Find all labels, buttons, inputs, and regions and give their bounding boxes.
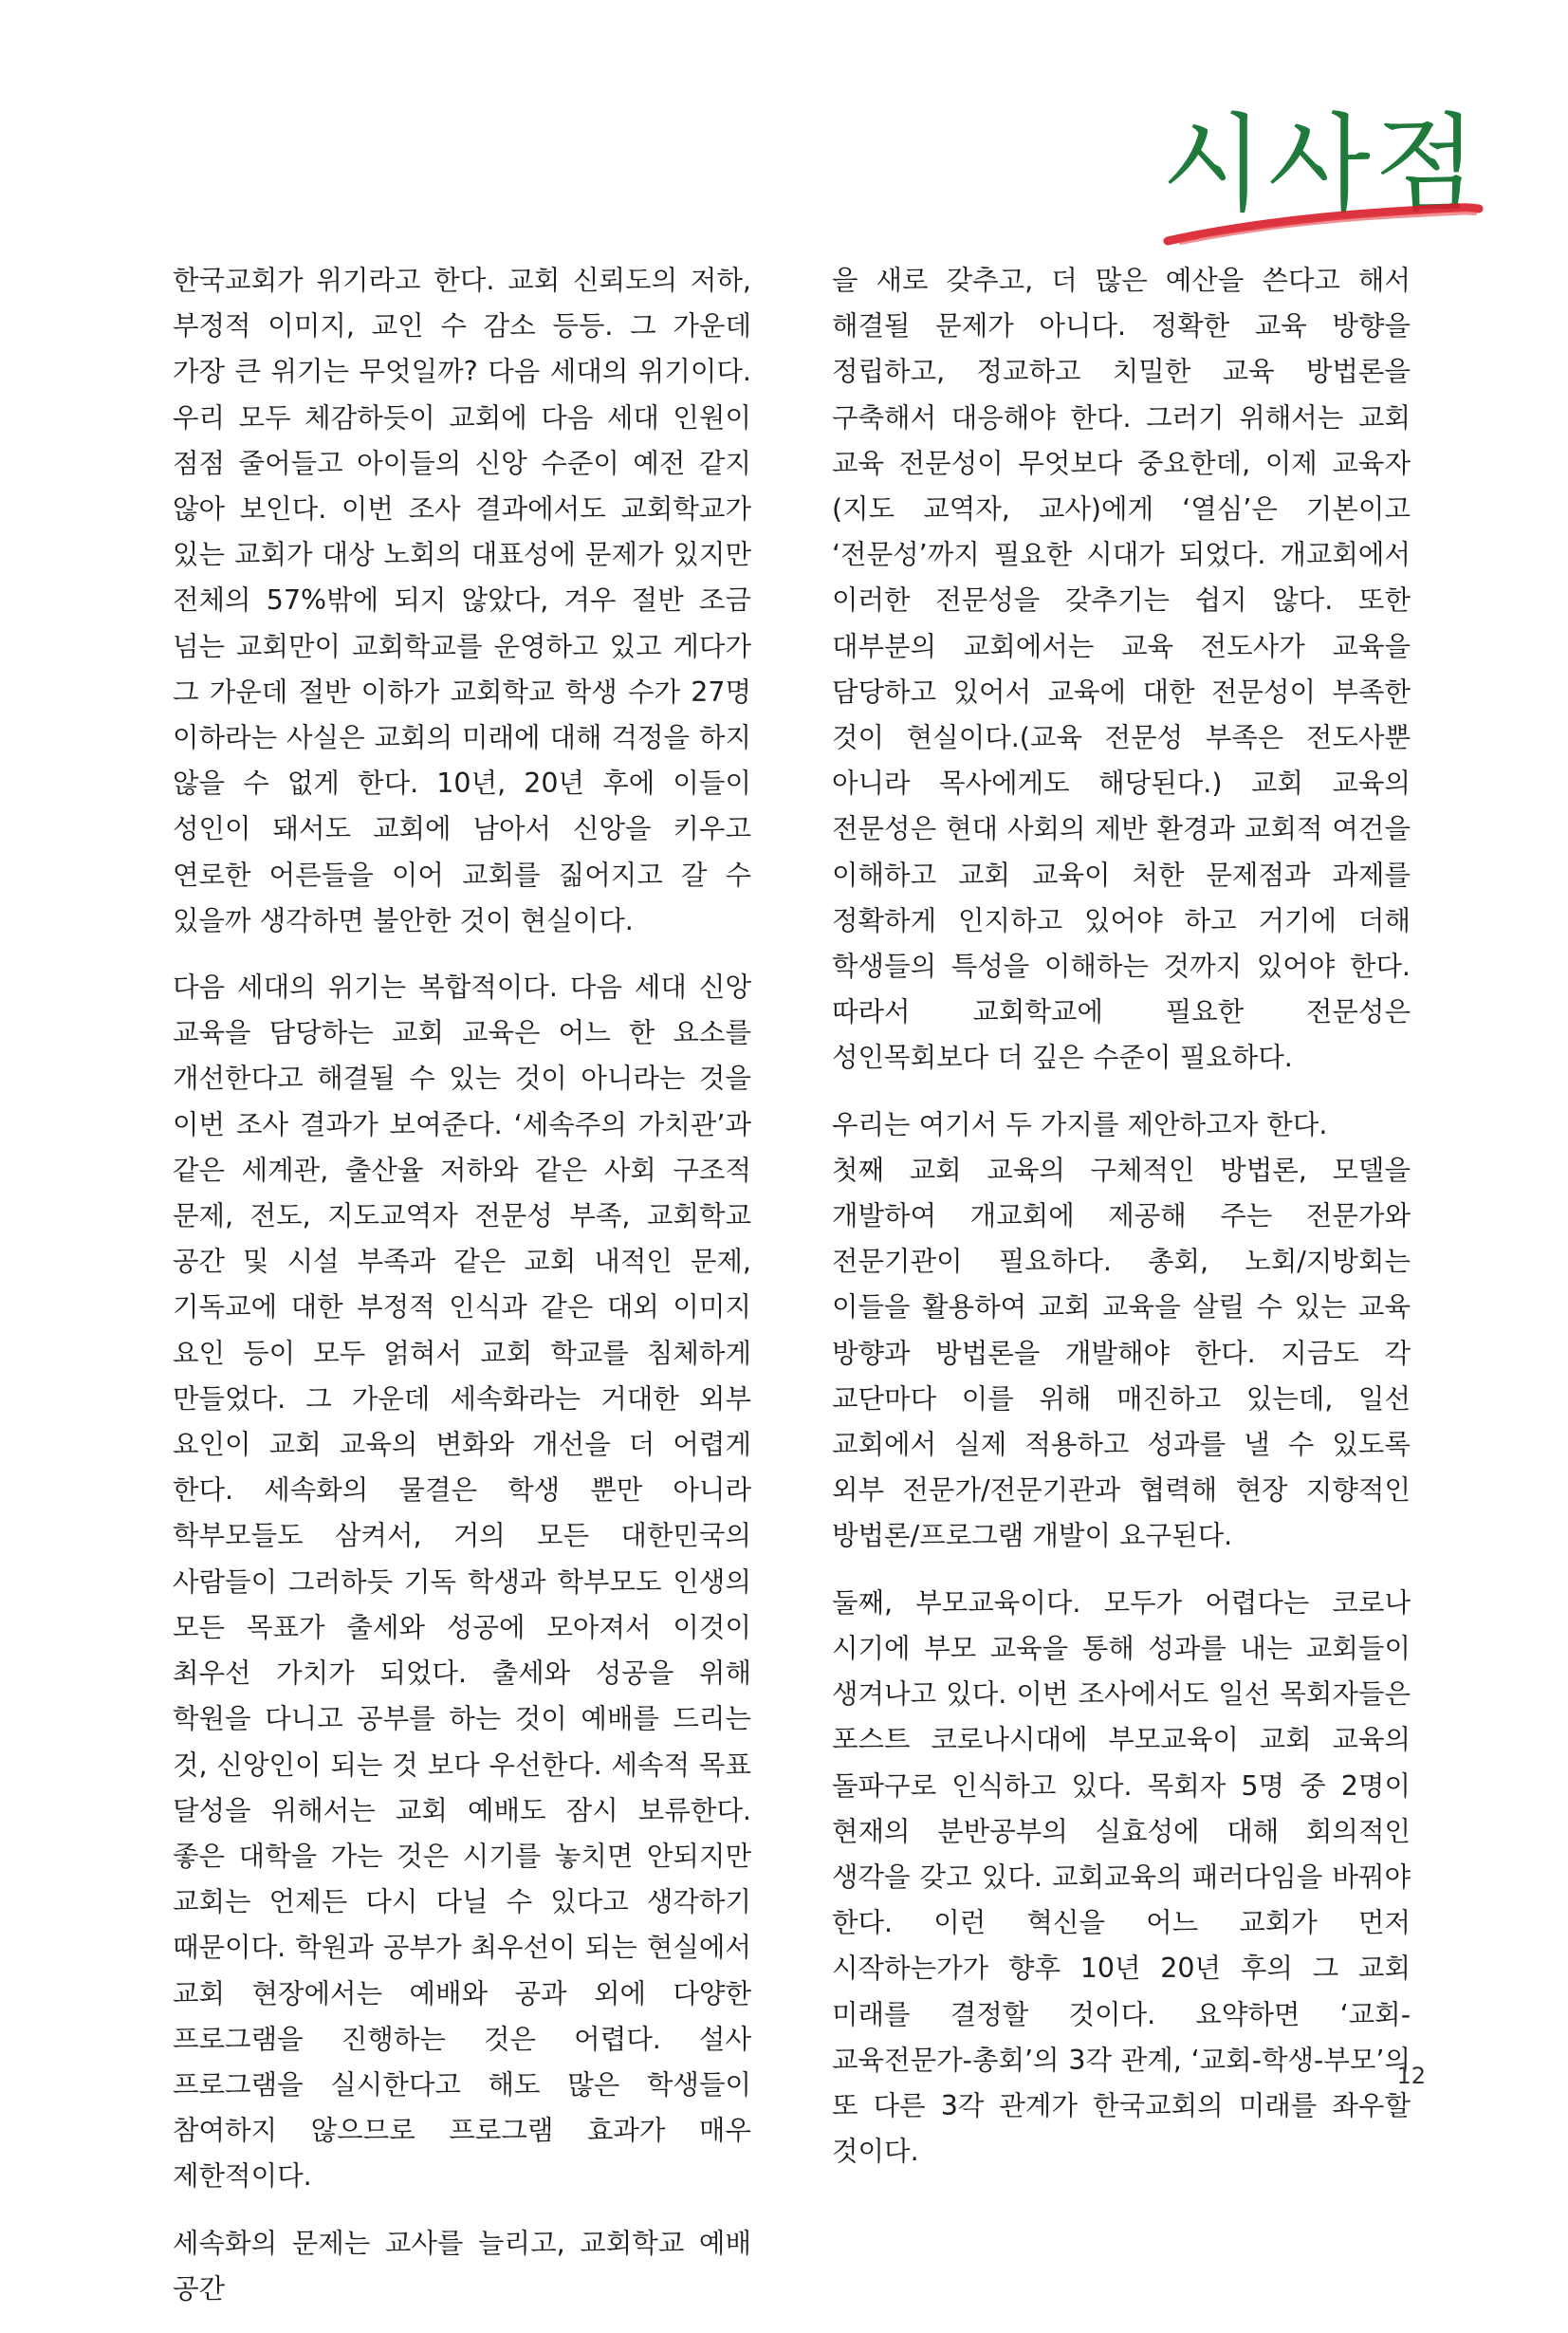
paragraph: 다음 세대의 위기는 복합적이다. 다음 세대 신앙 교육을 담당하는 교회 교육은 어느 한 요소를 개선한다고 해결될 수 있는 것이 아니라는 것을 이번 조사 결과가 보여준다. ‘세속주의 가치관’과 같은 세계관, 출산율 저하와 같은 사회 구조적 문제, 전도, 지도교역자 전문성 부족, 교회학교 공간 및 시설 부족과 같은 교회 내적인 문제, 기독교에 대한 부정적 인식과 같은 대외 이미지 요인 등이 모두 얽혀서 교회 학교를 침체하게 만들었다. 그 가운데 세속화라는 거대한 외부 요인이 교회 교육의 변화와 개선을 더 어렵게 한다. 세속화의 물결은 학생 뿐만 아니라 학부모들도 삼켜서, 거의 모든 대한민국의 사람들이 그러하듯 기독 학생과 학부모도 인생의 모든 목표가 출세와 성공에 모아져서 이것이 최우선 가치가 되었다. 출세와 성공을 위해 학원을 다니고 공부를 하는 것이 예배를 드리는 것, 신앙인이 되는 것 보다 우선한다. 세속적 목표 달성을 위해서는 교회 예배도 잠시 보류한다. 좋은 대학을 가는 것은 시기를 놓치면 안되지만 교회는 언제든 다시 다닐 수 있다고 생각하기 때문이다. 학원과 공부가 최우선이 되는 현실에서 교회 현장에서는 예배와 공과 외에 다양한 프로그램을 진행하는 것은 어렵다. 설사 프로그램을 실시한다고 해도 많은 학생들이 참여하지 않으므로 프로그램 효과가 매우 제한적이다. bbox=[173, 972, 751, 2193]
left-text-column bbox=[173, 258, 751, 2333]
page-number: 12 bbox=[1396, 2063, 1426, 2089]
paragraph: 을 새로 갖추고, 더 많은 예산을 쓴다고 해서 해결될 문제가 아니다. 정확한 교육 방향을 정립하고, 정교하고 치밀한 교육 방법론을 구축해서 대응해야 한다. 그러기 위해서는 교회 교육 전문성이 무엇보다 중요한데, 이제 교육자(지도 교역자, 교사)에게 ‘열심’은 기본이고 ‘전문성’까지 필요한 시대가 되었다. 개교회에서 이러한 전문성을 갖추기는 쉽지 않다. 또한 대부분의 교회에서는 교육 전도사가 교육을 담당하고 있어서 교육에 대한 전문성이 부족한 것이 현실이다.(교육 전문성 부족은 전도사뿐 아니라 목사에게도 해당된다.) 교회 교육의 전문성은 현대 사회의 제반 환경과 교회적 여건을 이해하고 교회 교육이 처한 문제점과 과제를 정확하게 인지하고 있어야 하고 거기에 더해 학생들의 특성을 이해하는 것까지 있어야 한다. 따라서 교회학교에 필요한 전문성은 성인목회보다 더 깊은 수준이 필요하다. bbox=[832, 265, 1411, 1074]
paragraph: 첫째 교회 교육의 구체적인 방법론, 모델을 개발하여 개교회에 제공해 주는 전문가와 전문기관이 필요하다. 총회, 노회/지방회는 이들을 활용하여 교회 교육을 살릴 수 있는 교육 방향과 방법론을 개발해야 한다. 지금도 각 교단마다 이를 위해 매진하고 있는데, 일선 교회에서 실제 적용하고 성과를 낼 수 있도록 외부 전문가/전문기관과 협력해 현장 지향적인 방법론/프로그램 개발이 요구된다. bbox=[832, 1154, 1411, 1552]
paragraph: 한국교회가 위기라고 한다. 교회 신뢰도의 저하, 부정적 이미지, 교인 수 감소 등등. 그 가운데 가장 큰 위기는 무엇일까? 다음 세대의 위기이다. 우리 모두 체감하듯이 교회에 다음 세대 인원이 점점 줄어들고 아이들의 신앙 수준이 예전 같지 않아 보인다. 이번 조사 결과에서도 교회학교가 있는 교회가 대상 노회의 대표성에 문제가 있지만 전체의 57%밖에 되지 않았다, 겨우 절반 조금 넘는 교회만이 교회학교를 운영하고 있고 게다가 그 가운데 절반 이하가 교회학교 학생 수가 27명 이하라는 사실은 교회의 미래에 대해 걱정을 하지 않을 수 없게 한다. 10년, 20년 후에 이들이 성인이 돼서도 교회에 남아서 신앙을 키우고 연로한 어른들을 이어 교회를 짊어지고 갈 수 있을까 생각하면 불안한 것이 현실이다. bbox=[173, 265, 751, 936]
paragraph: 세속화의 문제는 교사를 늘리고, 교회학교 예배 공간 bbox=[173, 2227, 751, 2305]
paragraph: 우리는 여기서 두 가지를 제안하고자 한다. bbox=[832, 1108, 1328, 1140]
title-brush-underline bbox=[1162, 201, 1485, 249]
section-title: 시사점 bbox=[1161, 103, 1481, 227]
paragraph: 둘째, 부모교육이다. 모두가 어렵다는 코로나 시기에 부모 교육을 통해 성과를 내는 교회들이 생겨나고 있다. 이번 조사에서도 일선 목회자들은 포스트 코로나시대에 부모교육이 교회 교육의 돌파구로 인식하고 있다. 목회자 5명 중 2명이 현재의 분반공부의 실효성에 대해 회의적인 생각을 갖고 있다. 교회교육의 패러다임을 바꿔야 한다. 이런 혁신을 어느 교회가 먼저 시작하는가가 향후 10년 20년 후의 그 교회 미래를 결정할 것이다. 요약하면 ‘교회-교육전문가-총회’의 3각 관계, ‘교회-학생-부모’의 또 다른 3각 관계가 한국교회의 미래를 좌우할 것이다. bbox=[832, 1586, 1411, 2168]
right-text-column bbox=[832, 258, 1411, 2195]
